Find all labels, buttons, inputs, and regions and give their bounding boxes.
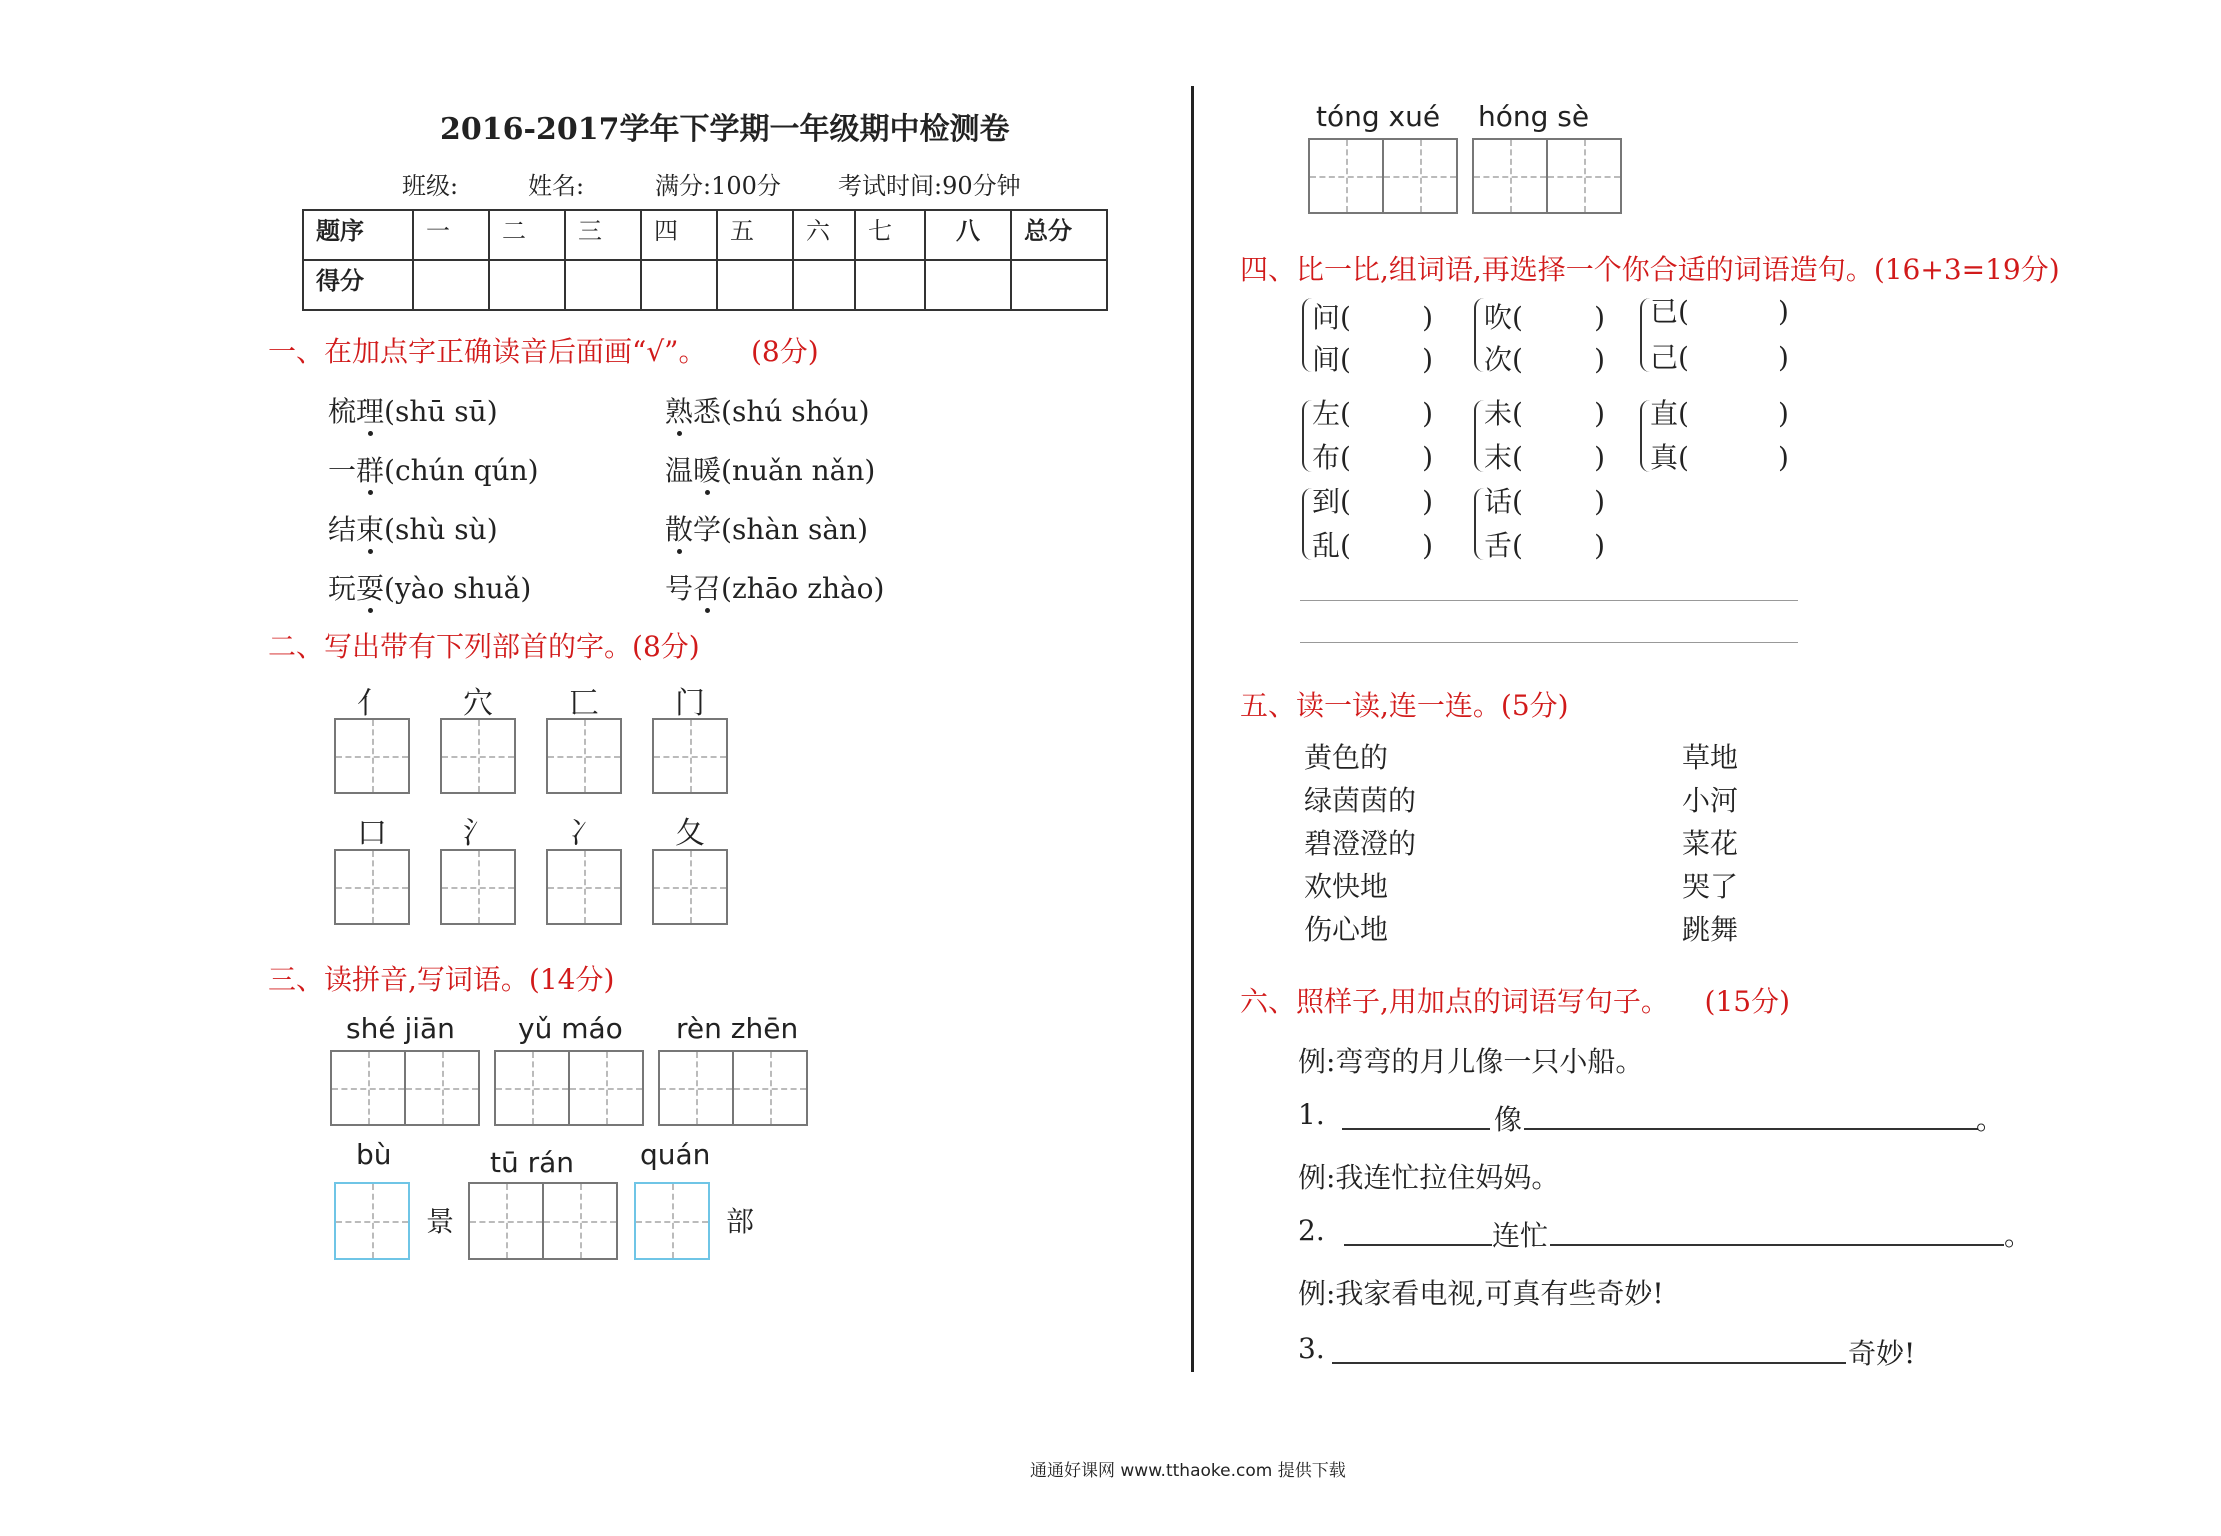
section5-points: (5分) [1500, 689, 1569, 722]
score-table-header-row [303, 210, 1107, 260]
column-divider [1191, 86, 1194, 1372]
writing-box[interactable] [1308, 138, 1384, 214]
section1-title-text: 一、在加点字正确读音后面画“√”。 [268, 335, 707, 368]
match-right[interactable]: 菜花 [1682, 827, 1739, 860]
brace [1640, 400, 1650, 472]
score-cell[interactable] [413, 260, 489, 310]
q-number: 3. [1298, 1332, 1325, 1365]
brace [1640, 298, 1650, 372]
given-char: 景 [426, 1205, 455, 1238]
pinyin-label: tū rán [490, 1146, 575, 1179]
radical: 冫 [569, 816, 599, 851]
section4-points: (16+3=19分) [1873, 253, 2060, 286]
brace [1302, 400, 1312, 472]
pinyin-label: quán [640, 1138, 711, 1171]
radical: 穴 [463, 686, 493, 721]
match-right[interactable]: 跳舞 [1682, 913, 1739, 946]
example-sentence: 例:我连忙拉住妈妈。 [1298, 1161, 1560, 1194]
char: 温 [665, 454, 694, 487]
score-cell[interactable] [1011, 260, 1107, 310]
section6-points: (15分) [1704, 985, 1790, 1018]
pair-char: 已( ) [1650, 295, 1789, 328]
pair-char: 直( ) [1650, 397, 1789, 430]
pinyin-options[interactable]: (shù sù) [384, 513, 498, 546]
score-cell[interactable] [793, 260, 855, 310]
sec1-item [328, 567, 531, 607]
brace [1474, 298, 1484, 372]
section5-title-text: 五、读一读,连一连。 [1240, 689, 1501, 722]
table-cell: 三 [565, 210, 641, 260]
brace [1302, 488, 1312, 560]
table-cell: 五 [717, 210, 793, 260]
pinyin-options[interactable]: (yào shuǎ) [384, 572, 532, 605]
match-left[interactable]: 伤心地 [1304, 913, 1389, 946]
pinyin-label: hóng sè [1478, 100, 1590, 133]
pair-char: 间( ) [1312, 343, 1434, 376]
dotted-char: 理 [356, 395, 385, 428]
dotted-char: 召 [693, 572, 722, 605]
match-right[interactable]: 哭了 [1682, 870, 1739, 903]
answer-line[interactable] [1524, 1128, 1978, 1130]
score-cell[interactable] [925, 260, 1011, 310]
table-cell: 二 [489, 210, 565, 260]
pinyin-options[interactable]: (shàn sàn) [721, 513, 869, 546]
section4-title [1240, 248, 2060, 288]
writing-box[interactable] [468, 1182, 544, 1260]
score-cell[interactable] [565, 260, 641, 310]
radical: 亻 [357, 686, 387, 721]
score-cell[interactable] [855, 260, 925, 310]
writing-box[interactable] [652, 849, 728, 925]
writing-box[interactable] [334, 849, 410, 925]
score-cell[interactable] [641, 260, 717, 310]
section2-title [268, 625, 700, 665]
pair-char: 问( ) [1312, 301, 1434, 334]
sec1-item [328, 449, 539, 489]
match-left[interactable]: 碧澄澄的 [1304, 827, 1417, 860]
pinyin-label: rèn zhēn [676, 1012, 799, 1045]
pair-char: 次( ) [1484, 343, 1606, 376]
writing-box[interactable] [1382, 138, 1458, 214]
section1-points: (8分) [751, 335, 819, 368]
writing-box[interactable] [658, 1050, 734, 1126]
pinyin-options[interactable]: (chún qún) [384, 454, 539, 487]
sec1-item [665, 390, 870, 430]
dotted-char: 群 [356, 454, 385, 487]
pair-char: 到( ) [1312, 485, 1434, 518]
table-cell: 题序 [303, 210, 413, 260]
radical: 夂 [675, 816, 705, 851]
pinyin-options[interactable]: (nuǎn nǎn) [721, 454, 876, 487]
pair-char: 布( ) [1312, 441, 1434, 474]
section4-title-text: 四、比一比,组词语,再选择一个你合适的词语造句。 [1240, 253, 1874, 286]
table-cell: 六 [793, 210, 855, 260]
section3-points: (14分) [528, 963, 615, 996]
match-right[interactable]: 小河 [1682, 784, 1739, 817]
example-sentence: 例:我家看电视,可真有些奇妙! [1298, 1277, 1664, 1310]
example-sentence: 例:弯弯的月儿像一只小船。 [1298, 1045, 1644, 1078]
pair-char: 吹( ) [1484, 301, 1606, 334]
period: 。 [2004, 1219, 2033, 1252]
pair-char: 话( ) [1484, 485, 1606, 518]
section3-title-text: 三、读拼音,写词语。 [268, 963, 529, 996]
class-label: 班级: [402, 172, 459, 200]
given-word: 连忙 [1492, 1219, 1549, 1252]
pinyin-label: shé jiān [346, 1012, 455, 1045]
char: 梳 [328, 395, 357, 428]
pair-char: 己( ) [1650, 341, 1789, 374]
char: 一 [328, 454, 357, 487]
brace [1302, 298, 1312, 372]
pair-char: 左( ) [1312, 397, 1434, 430]
match-left[interactable]: 欢快地 [1304, 870, 1389, 903]
pair-char: 真( ) [1650, 441, 1789, 474]
table-cell: 总分 [1011, 210, 1107, 260]
section1-title [268, 330, 819, 370]
writing-box[interactable] [732, 1050, 808, 1126]
pinyin-label: tóng xué [1316, 100, 1441, 133]
writing-box[interactable] [1472, 138, 1548, 214]
answer-line[interactable] [1344, 1244, 1492, 1246]
table-cell: 一 [413, 210, 489, 260]
answer-line[interactable] [1550, 1244, 2004, 1246]
writing-box[interactable] [440, 718, 516, 794]
section6-title [1240, 980, 1790, 1020]
writing-box[interactable] [568, 1050, 644, 1126]
table-cell: 四 [641, 210, 717, 260]
answer-line[interactable] [1300, 642, 1798, 643]
match-left[interactable]: 绿茵茵的 [1304, 784, 1417, 817]
writing-box[interactable] [542, 1182, 618, 1260]
writing-box[interactable] [330, 1050, 406, 1126]
writing-box[interactable] [546, 849, 622, 925]
full-score: 满分:100分 [655, 172, 781, 200]
radical: 门 [675, 686, 705, 721]
exam-time: 考试时间:90分钟 [838, 172, 1021, 200]
sec1-item [328, 508, 498, 548]
writing-box[interactable] [334, 1182, 410, 1260]
char: 玩 [328, 572, 357, 605]
section5-title [1240, 684, 1569, 724]
table-cell: 得分 [303, 260, 413, 310]
sec1-item [665, 449, 875, 489]
given-word: 奇妙! [1848, 1337, 1916, 1370]
pair-char: 末( ) [1484, 441, 1606, 474]
answer-line[interactable] [1332, 1362, 1846, 1364]
q-number: 2. [1298, 1214, 1325, 1247]
sec1-item [665, 567, 884, 607]
period: 。 [1976, 1103, 2005, 1136]
writing-box[interactable] [494, 1050, 570, 1126]
dotted-char: 束 [356, 513, 385, 546]
match-right[interactable]: 草地 [1682, 741, 1739, 774]
score-cell[interactable] [717, 260, 793, 310]
pinyin-label: yǔ máo [518, 1012, 623, 1045]
pair-char: 乱( ) [1312, 529, 1434, 562]
writing-box[interactable] [404, 1050, 480, 1126]
dotted-char: 散 [665, 513, 694, 546]
score-cell[interactable] [489, 260, 565, 310]
radical: 匸 [569, 686, 599, 721]
sec1-item [665, 508, 868, 548]
pinyin-label: bù [356, 1138, 392, 1171]
score-table [302, 209, 1108, 311]
writing-box[interactable] [440, 849, 516, 925]
radical: 氵 [463, 816, 493, 851]
brace [1474, 400, 1484, 472]
section2-title-text: 二、写出带有下列部首的字。 [268, 630, 633, 663]
brace [1474, 488, 1484, 560]
pair-char: 舌( ) [1484, 529, 1606, 562]
score-table-score-row [303, 260, 1107, 310]
section6-title-text: 六、照样子,用加点的词语写句子。 [1240, 985, 1669, 1018]
dotted-char: 耍 [356, 572, 385, 605]
table-cell: 八 [925, 210, 1011, 260]
answer-line[interactable] [1342, 1128, 1490, 1130]
given-word: 像 [1494, 1103, 1523, 1136]
writing-box[interactable] [334, 718, 410, 794]
q-number: 1. [1298, 1098, 1325, 1131]
page-title: 2016-2017学年下学期一年级期中检测卷 [440, 112, 1010, 147]
section3-title [268, 958, 614, 998]
given-char: 部 [726, 1205, 755, 1238]
match-left[interactable]: 黄色的 [1304, 741, 1389, 774]
footer-credit: 通通好课网 www.tthaoke.com 提供下载 [1030, 1461, 1346, 1481]
writing-box[interactable] [634, 1182, 710, 1260]
sec1-item [328, 390, 498, 430]
writing-box[interactable] [546, 718, 622, 794]
dotted-char: 熟 [665, 395, 694, 428]
section2-points: (8分) [632, 630, 700, 663]
writing-box[interactable] [1546, 138, 1622, 214]
char: 学 [693, 513, 722, 546]
pinyin-options[interactable]: (shú shóu) [721, 395, 870, 428]
char: 悉 [693, 395, 722, 428]
answer-line[interactable] [1300, 600, 1798, 601]
pinyin-options[interactable]: (shū sū) [384, 395, 498, 428]
name-label: 姓名: [528, 172, 585, 200]
table-cell: 七 [855, 210, 925, 260]
char: 结 [328, 513, 357, 546]
radical: 口 [357, 816, 387, 851]
writing-box[interactable] [652, 718, 728, 794]
char: 号 [665, 572, 694, 605]
pair-char: 未( ) [1484, 397, 1606, 430]
dotted-char: 暖 [693, 454, 722, 487]
pinyin-options[interactable]: (zhāo zhào) [721, 572, 885, 605]
